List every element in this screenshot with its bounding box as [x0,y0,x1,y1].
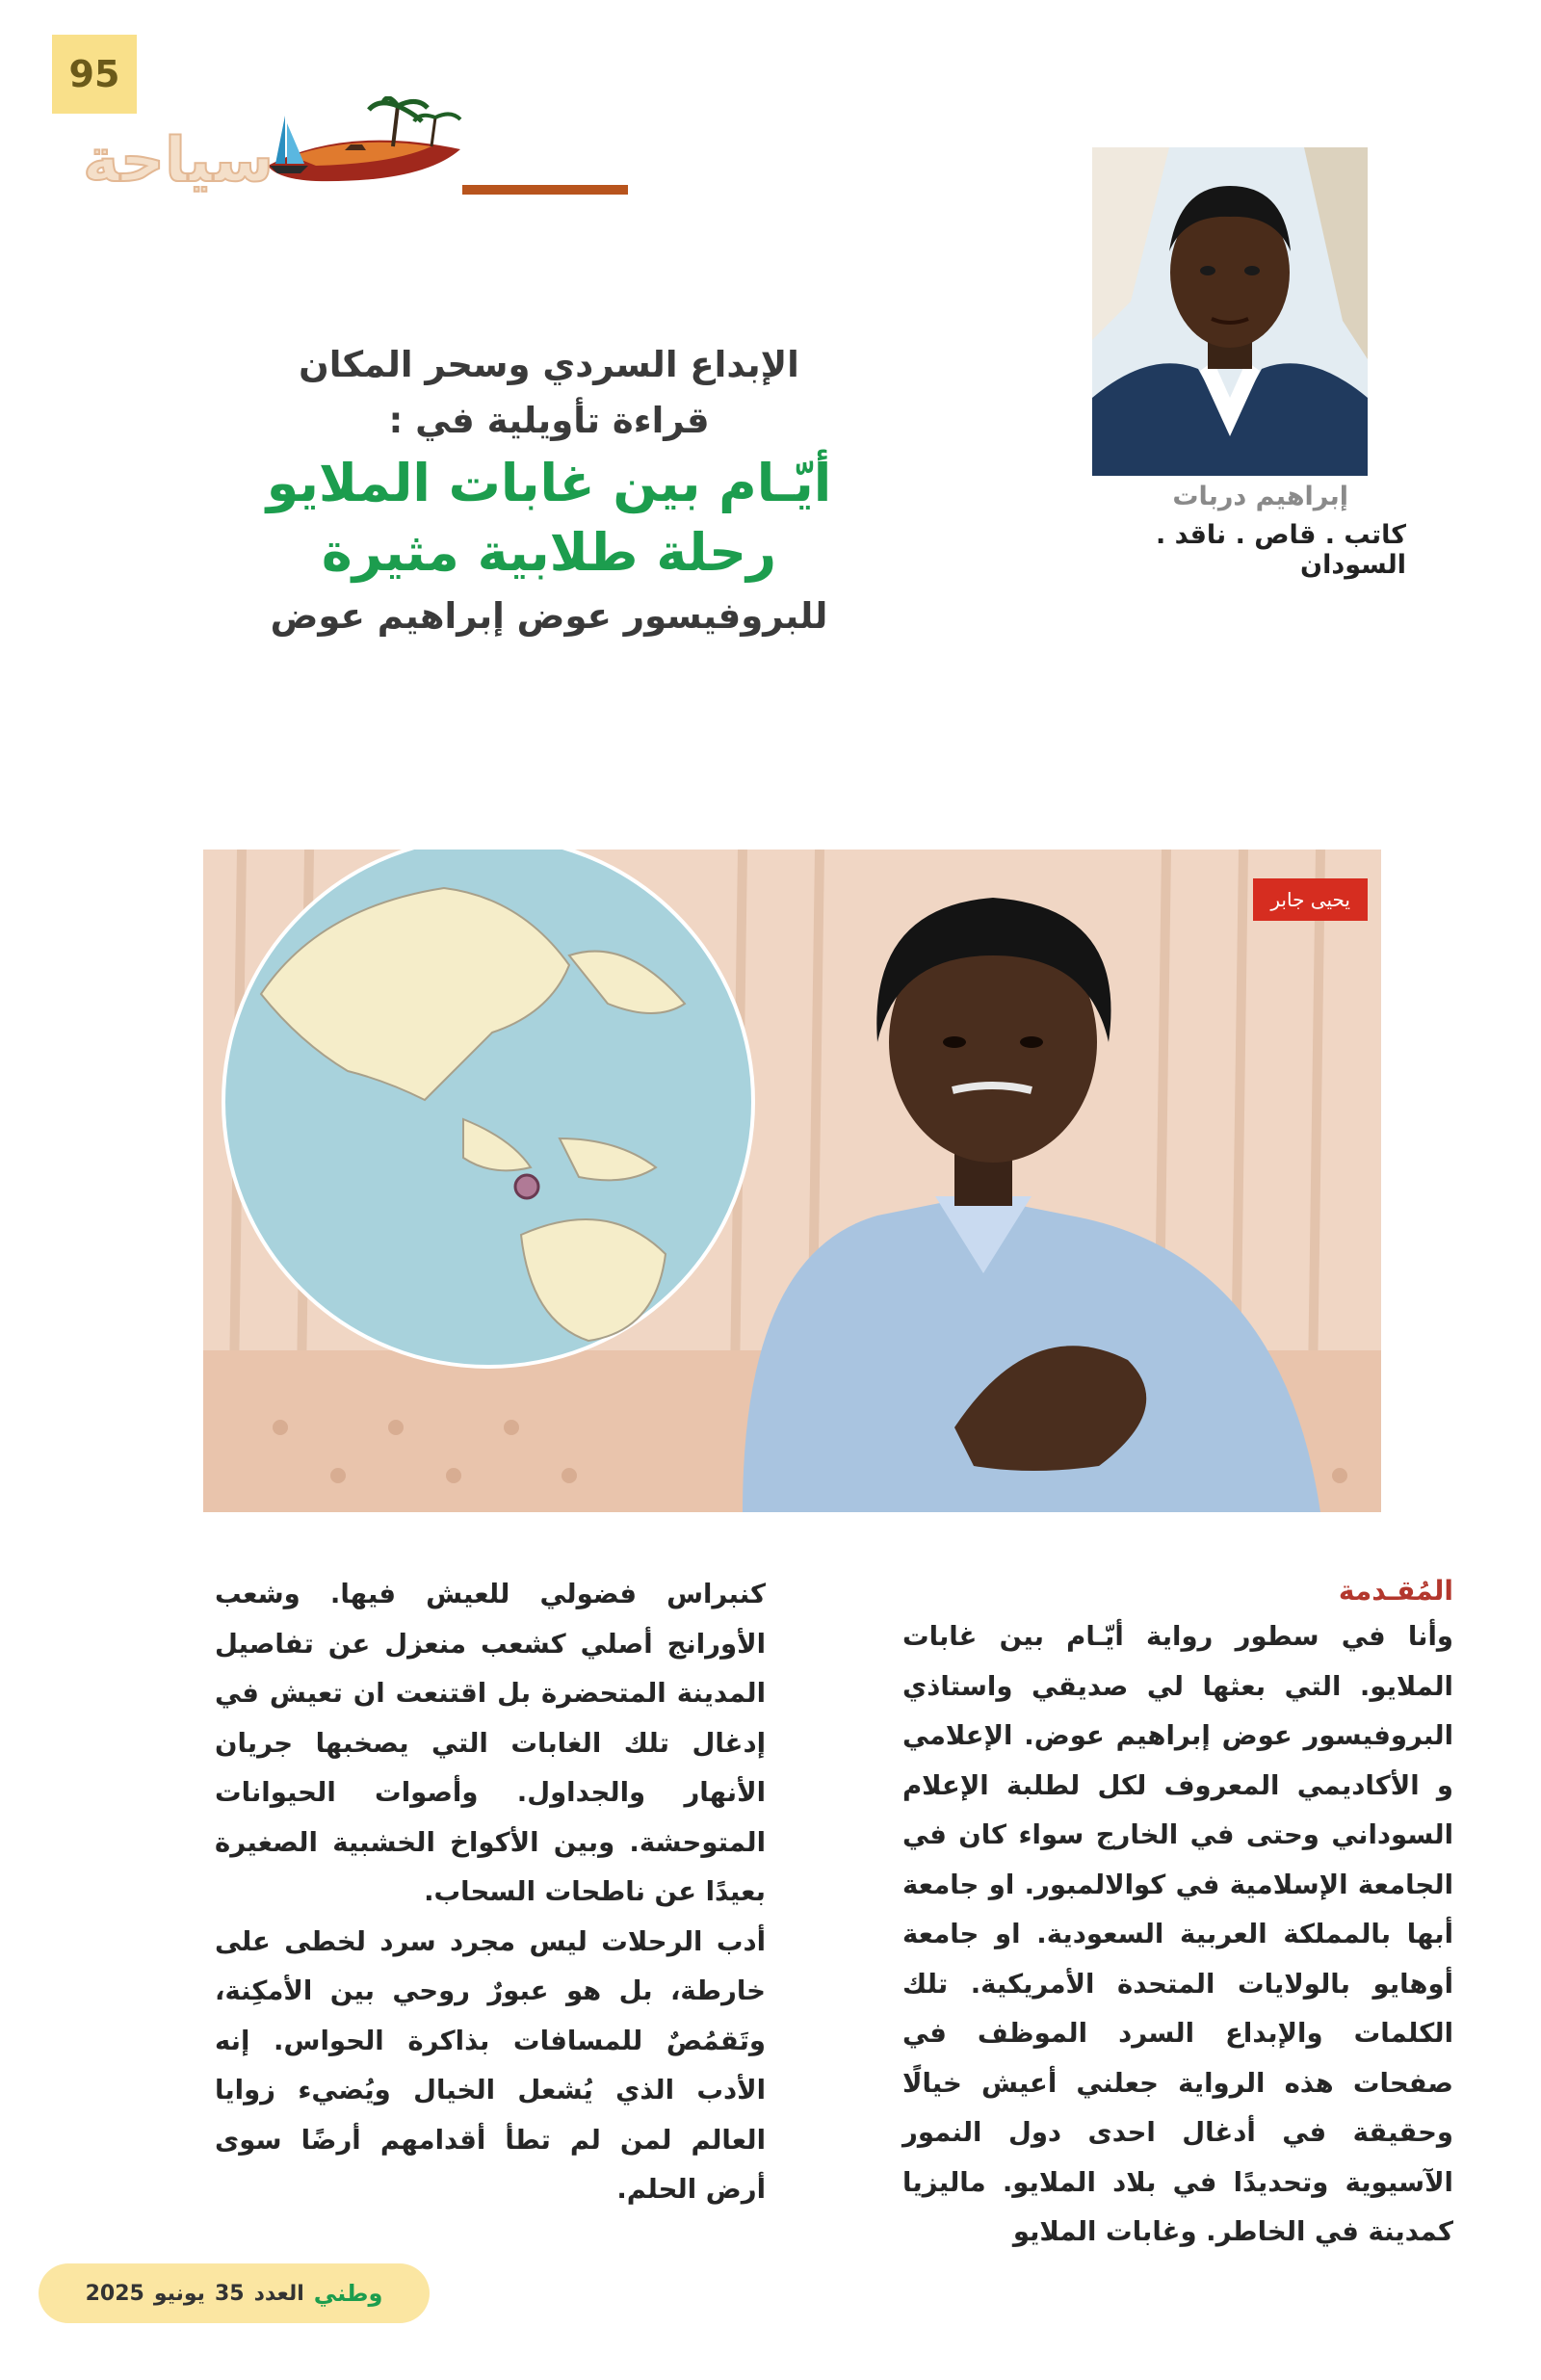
article-column-left [215,1570,766,2215]
footer-year: 2025 [85,2281,144,2306]
footer-month: يونيو [153,2281,205,2306]
headline-title-1: أيّـام بين غابات الملايو [266,453,832,513]
photo-credit-badge: يحيى جابر [1253,878,1368,921]
article-paragraph: وأنا في سطور رواية أيّـام بين غابات الملايو. التي بعثها لي صديقي واستاذي البروفيسور عوض إبراهيم عوض. الإعلامي و الأكاديمي المعروف لكل لطلبة الإعلام السوداني وحتى في الخارج سواء كان في الجامعة الإسلامية في كوالالمبور. او جامعة أبها بالمملكة العربية السعودية. او جامعة أوهايو بالولايات المتحدة الأمريكية. تلك الكلمات والإبداع السرد الموظف في صفحات هذه الرواية جعلني أعيش خيالًا وحقيقة في أدغال احدى دول النمور الآسيوية وتحديدًا في بلاد الملايو. ماليزيا كمدينة في الخاطر. وغابات الملايو [902,1621,1453,2247]
article-column-right [902,1570,1453,2258]
hero-photo [203,850,1381,1512]
section-logo [77,96,636,212]
page-number: 95 [52,35,137,114]
intro-heading: المُقـدمة [1338,1575,1453,1607]
author-portrait-image [1092,147,1368,476]
logo-underline [462,185,628,195]
footer-issue-number: 35 [214,2281,245,2306]
headline-kicker-1: الإبداع السردي وسحر المكان [299,344,799,385]
footer-brand: وطني [313,2280,383,2307]
author-name: إبراهيم دربات [1172,482,1348,511]
footer-issue-info [39,2263,430,2323]
hero-image [203,850,1381,1512]
author-description: كاتب . قاص . ناقد . السودان [1155,520,1406,580]
section-logo-text: سياحة [83,125,274,196]
headline-kicker-2: قراءة تأويلية في : [388,400,710,441]
article-paragraph: كنبراس فضولي للعيش فيها. وشعب الأورانج أصلي كشعب منعزل عن تفاصيل المدينة المتحضرة بل اقتنعت ان تعيش في إدغال تلك الغابات التي يصخبها جريان الأنهار والجداول. وأصوات الحيوانات المتوحشة. وبين الأكواخ الخشبية الصغيرة بعيدًا عن ناطحات السحاب. [215,1579,766,1907]
headline-title-2: رحلة طلابية مثيرة [321,522,777,583]
headline-author-line: للبروفيسور عوض إبراهيم عوض [270,595,828,637]
author-photo [1092,147,1368,476]
article-paragraph: أدب الرحلات ليس مجرد سرد لخطى على خارطة، بل هو عبورٌ روحي بين الأمكِنة، وتَقمُصٌ للمسافات بذاكرة الحواس. إنه الأدب الذي يُشعل الخيال ويُضيء زوايا العالم لمن لم تطأ أقدامهم أرضًا سوى أرض الحلم. [215,1925,766,2205]
footer-issue-label: العدد [253,2281,304,2306]
headline [231,337,867,645]
